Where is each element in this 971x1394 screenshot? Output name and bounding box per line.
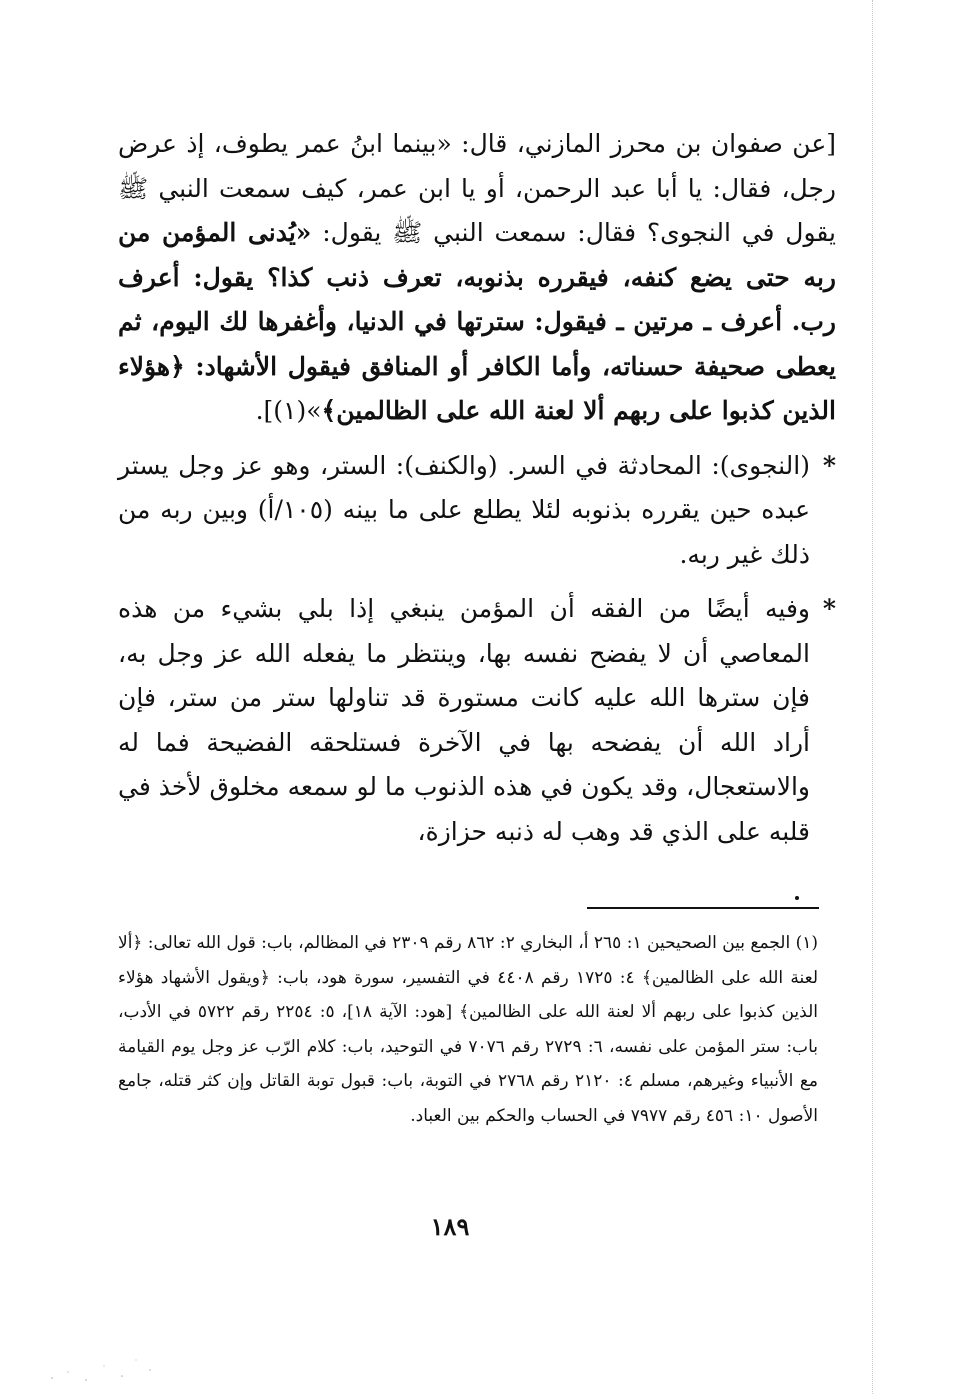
hadith-end: »(١)].: [255, 396, 322, 425]
footnote-text: (١) الجمع بين الصحيحين ١: ٢٦٥ أ، البخاري ٢: ٨٦٢ رقم ٢٣٠٩ في المظالم، باب: قول الله تعالى: ﴿ألا لعنة الله على الظالمين﴾ ٤: ١٧٢٥ رقم ٤٤٠٨ في التفسير، سورة هود، باب: ﴿ويقول الأشهاد هؤلاء الذين كذبوا على ربهم ألا لعنة الله على الظالمين﴾ [هود: الآية ١٨]، ٥: ٢٢٥٤ رقم ٥٧٢٢ في الأدب، باب: ستر المؤمن على نفسه، ٦: ٢٧٢٩ رقم ٧٠٧٦ في التوحيد، باب: كلام الرّب عز وجل يوم القيامة مع الأنبياء وغيرهم، مسلم ٤: ٢١٢٠ رقم ٢٧٦٨ في التوبة، باب: قبول توبة القاتل وإن كثر قتله، جامع الأصول ١٠: ٤٥٦ رقم ٧٩٧٧ في الحساب والحكم بين العباد.: [118, 933, 818, 1126]
scan-edge-line: [872, 0, 873, 1394]
scan-specks: [40, 1352, 170, 1386]
paragraph-fiqh-note: [118, 587, 836, 854]
footnote-separator: [587, 907, 819, 909]
fiqh-text: وفيه أيضًا من الفقه أن المؤمن ينبغي إذا بلي بشيء من هذه المعاصي أن لا يفضح نفسه بها، وينتظر ما يفعله الله عز وجل به، فإن سترها الله عليه كانت مستورة قد تناولها ستر من ستر، فإن أراد الله أن يفضحه بها في الآخرة فستلحقه الفضيحة فما له والاستعجال، وقد يكون في هذه الذنوب ما لو سمعه مخلوق لأخذ في قلبه على الذي قد وهب له ذنبه حزازة،: [118, 594, 810, 846]
explanation-text: (النجوى): المحادثة في السر. (والكنف): الستر، وهو عز وجل يستر عبده حين يقرره بذنوبه لئلا يطلع على ما بينه (١٠٥/أ) وبين ربه من ذلك غير ربه.: [118, 450, 810, 569]
bullet-asterisk: *: [822, 594, 836, 623]
page-number: ١٨٩: [430, 1212, 470, 1241]
paragraph-explanation-najwa: [118, 444, 836, 578]
hadith-intro: [عن صفوان بن محرز المازني، قال: «بينما ابنُ عمر يطوف، إذ عرض رجل، فقال: يا أبا عبد الرحمن، أو يا ابن عمر، كيف سمعت النبي ﷺ يقول في النجوى؟ فقال: سمعت النبي ﷺ يقول:: [118, 129, 836, 247]
main-body-text: [118, 122, 836, 864]
bullet-asterisk: *: [822, 450, 836, 480]
footnote: [118, 926, 818, 1133]
paragraph-hadith: [118, 122, 836, 434]
hadith-text: «يُدنى المؤمن من ربه حتى يضع كنفه، فيقرره بذنوبه، تعرف ذنب كذا؟ يقول: أعرف رب. أعرف ـ مرتين ـ فيقول: سترتها في الدنيا، وأغفرها لك اليوم، ثم يعطى صحيفة حسناته، وأما الكافر أو المنافق فيقول الأشهاد: ﴿هؤلاء الذين كذبوا على ربهم ألا لعنة الله على الظالمين﴾: [118, 218, 837, 425]
footnote-dot: [795, 896, 799, 900]
